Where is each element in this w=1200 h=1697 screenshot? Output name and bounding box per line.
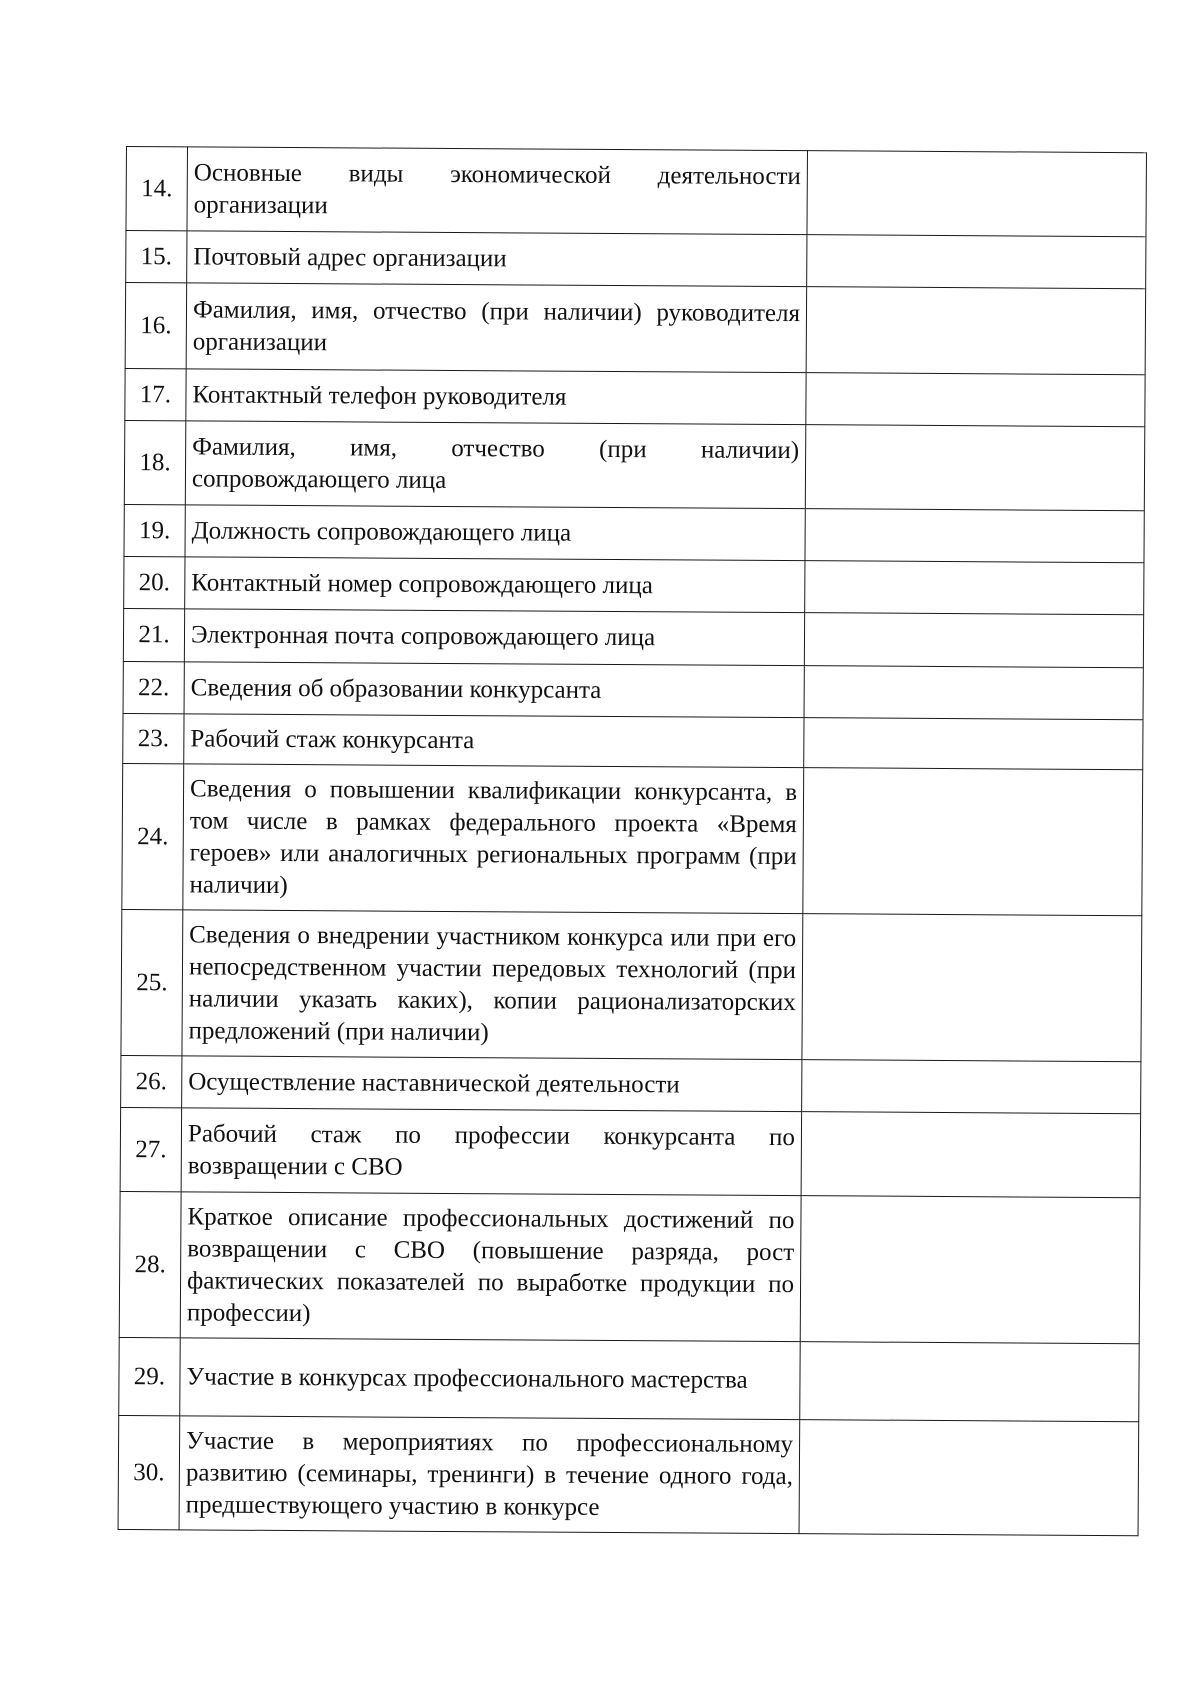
row-number: 22. — [123, 661, 184, 713]
row-number: 24. — [122, 763, 184, 909]
row-label: Должность сопровождающего лица — [185, 505, 805, 561]
table-row — [121, 909, 1142, 1061]
row-label: Краткое описание профессиональных достижений по возвращении с СВО (повышение разряда, рост фактических показателей по выработке продукции по профессии) — [180, 1192, 801, 1342]
row-value-cell[interactable] — [799, 1420, 1139, 1536]
application-form-table — [118, 146, 1147, 1536]
row-label: Почтовый адрес организации — [187, 231, 807, 287]
row-label: Осуществление наставнической деятельности — [182, 1056, 802, 1112]
table-row — [124, 556, 1144, 614]
row-number: 28. — [119, 1191, 181, 1337]
row-label: Контактный телефон руководителя — [186, 369, 806, 425]
row-value-cell[interactable] — [807, 235, 1146, 289]
row-label: Фамилия, имя, отчество (при наличии) руководителя организации — [186, 283, 807, 373]
table-row — [126, 231, 1146, 289]
row-number: 30. — [118, 1415, 180, 1529]
row-number: 23. — [123, 713, 184, 763]
row-number: 26. — [121, 1055, 182, 1107]
row-label: Участие в конкурсах профессионального мастерства — [180, 1338, 800, 1420]
table-row — [125, 368, 1145, 426]
row-value-cell[interactable] — [805, 425, 1145, 511]
row-value-cell[interactable] — [804, 666, 1143, 720]
table-row — [119, 1337, 1139, 1421]
row-label: Рабочий стаж по профессии конкурсанта по возвращении с СВО — [181, 1108, 802, 1196]
row-value-cell[interactable] — [805, 509, 1144, 563]
row-number: 15. — [126, 231, 187, 283]
table-row — [119, 1191, 1140, 1343]
table-row — [123, 713, 1143, 769]
row-label: Сведения о внедрении участником конкурса или при его непосредственном участии передовых технологий (при наличии указать каких), копии рационализаторских предложений (при наличии) — [182, 910, 803, 1060]
row-label: Сведения об образовании конкурсанта — [184, 662, 804, 718]
row-label: Основные виды экономической деятельности организации — [187, 147, 808, 235]
table-row — [121, 1055, 1141, 1113]
row-value-cell[interactable] — [802, 1060, 1141, 1114]
row-value-cell[interactable] — [804, 718, 1143, 770]
row-label: Электронная почта сопровождающего лица — [184, 609, 804, 666]
row-number: 20. — [124, 556, 185, 608]
row-value-cell[interactable] — [803, 768, 1143, 916]
row-number: 18. — [124, 420, 186, 504]
row-label: Контактный номер сопровождающего лица — [185, 557, 805, 613]
table-row — [126, 147, 1146, 237]
row-label: Сведения о повышении квалификации конкурсанта, в том числе в рамках федерального проекта «Время героев» или аналогичных региональных программ (при наличии) — [183, 764, 804, 914]
row-number: 17. — [125, 368, 186, 420]
row-label: Рабочий стаж конкурсанта — [184, 714, 804, 768]
row-number: 29. — [119, 1337, 180, 1415]
row-value-cell[interactable] — [806, 287, 1146, 375]
row-value-cell[interactable] — [800, 1342, 1139, 1422]
row-number: 21. — [123, 608, 184, 661]
row-number: 27. — [120, 1107, 182, 1191]
row-number: 25. — [121, 909, 183, 1055]
table-row — [122, 763, 1143, 915]
row-value-cell[interactable] — [802, 914, 1142, 1062]
row-number: 19. — [124, 504, 185, 556]
row-value-cell[interactable] — [804, 613, 1143, 668]
row-value-cell[interactable] — [800, 1196, 1140, 1344]
table-row — [123, 608, 1143, 667]
row-value-cell[interactable] — [805, 561, 1144, 615]
row-number: 14. — [126, 147, 188, 231]
table-row — [120, 1107, 1140, 1197]
row-label: Фамилия, имя, отчество (при наличии) сопровождающего лица — [185, 421, 806, 509]
row-value-cell[interactable] — [807, 151, 1147, 237]
row-number: 16. — [125, 283, 187, 369]
table-row — [118, 1415, 1139, 1535]
table-row — [123, 661, 1143, 719]
row-value-cell[interactable] — [801, 1112, 1141, 1198]
table-row — [125, 283, 1146, 375]
row-label: Участие в мероприятиях по профессиональному развитию (семинары, тренинги) в течение одного года, предшествующего участию в конкурсе — [179, 1416, 800, 1534]
table-row — [124, 420, 1144, 510]
row-value-cell[interactable] — [806, 373, 1145, 427]
table-row — [124, 504, 1144, 562]
